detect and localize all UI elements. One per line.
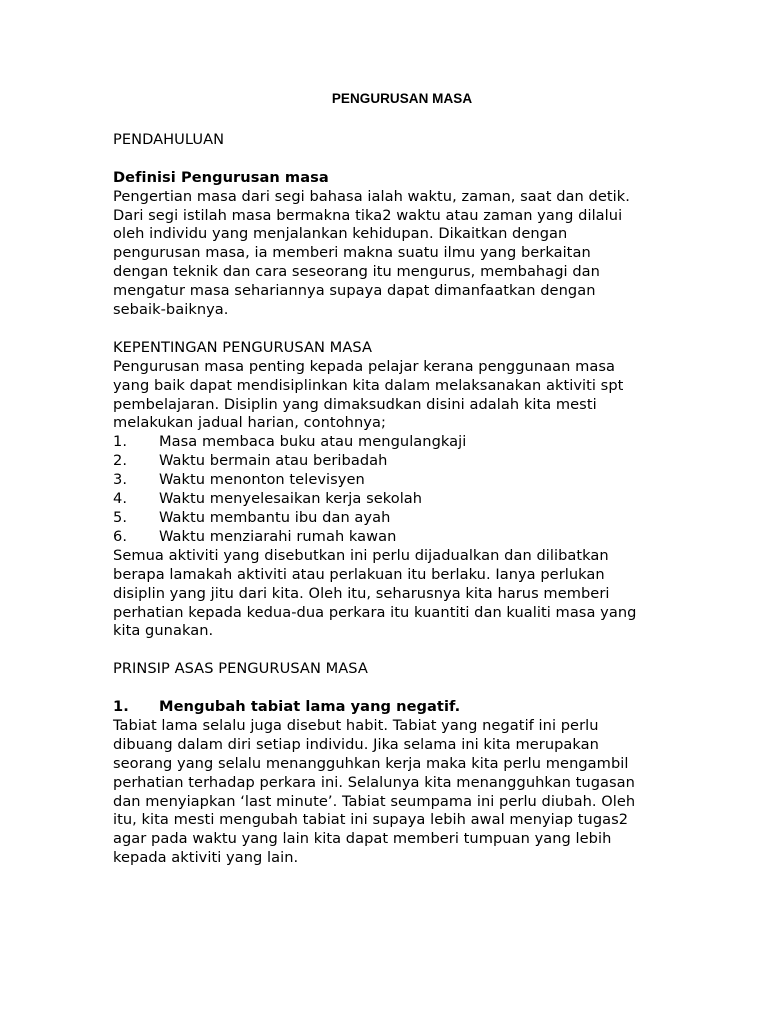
text-line: sebaik-baiknya. xyxy=(113,301,229,319)
list-text: Waktu membantu ibu dan ayah xyxy=(159,509,391,526)
importance-paragraph xyxy=(113,358,673,434)
text-line: dengan teknik dan cara seseorang itu mengurus, membahagi dan xyxy=(113,263,600,281)
definition-paragraph xyxy=(113,188,673,320)
text-line: seorang yang selalu menangguhkan kerja maka kita perlu mengambil xyxy=(113,754,629,772)
text-line: berapa lamakah aktiviti atau perlakuan itu berlaku. Ianya perlukan xyxy=(113,565,605,583)
principles-heading: PRINSIP ASAS PENGURUSAN MASA xyxy=(113,660,368,678)
definition-heading: Definisi Pengurusan masa xyxy=(113,168,329,186)
importance-closing-paragraph xyxy=(113,547,673,642)
list-number: 6. xyxy=(113,527,128,545)
activity-list xyxy=(113,433,673,546)
text-line: Pengertian masa dari segi bahasa ialah waktu, zaman, saat dan detik. xyxy=(113,187,630,205)
text-line: pengurusan masa, ia memberi makna suatu ilmu yang berkaitan xyxy=(113,244,591,262)
text-line: perhatian terhadap perkara ini. Selalunya kita menangguhkan tugasan xyxy=(113,773,635,791)
text-line: perhatian kepada kedua-dua perkara itu kuantiti dan kualiti masa yang xyxy=(113,603,637,621)
text-line: yang baik dapat mendisiplinkan kita dalam melaksanakan aktiviti spt xyxy=(113,376,624,394)
text-line: mengatur masa sehariannya supaya dapat dimanfaatkan dengan xyxy=(113,282,596,300)
list-item xyxy=(113,452,673,471)
list-item xyxy=(113,528,673,547)
list-text: Masa membaca buku atau mengulangkaji xyxy=(159,433,467,451)
list-text: Waktu menziarahi rumah kawan xyxy=(159,527,397,545)
text-line: pembelajaran. Disiplin yang dimaksudkan disini adalah kita mesti xyxy=(113,395,597,413)
text-line: oleh individu yang menjalankan kehidupan. Dikaitkan dengan xyxy=(113,225,568,243)
list-item xyxy=(113,433,673,452)
list-text: Waktu bermain atau beribadah xyxy=(159,452,388,470)
text-line: agar pada waktu yang lain kita dapat memberi tumpuan yang lebih xyxy=(113,830,612,848)
text-line: dibuang dalam diri setiap individu. Jika selama ini kita merupakan xyxy=(113,735,599,753)
list-number: 4. xyxy=(113,490,128,508)
intro-heading: PENDAHULUAN xyxy=(113,130,225,148)
text-line: dan menyiapkan ‘last minute’. Tabiat seumpama ini perlu diubah. Oleh xyxy=(113,792,636,810)
text-line: kepada aktiviti yang lain. xyxy=(113,849,299,867)
list-item xyxy=(113,471,673,490)
list-item xyxy=(113,490,673,509)
text-line: disiplin yang jitu dari kita. Oleh itu, seharusnya kita harus memberi xyxy=(113,584,610,602)
principle-title: Mengubah tabiat lama yang negatif. xyxy=(159,698,461,716)
principle-number: 1. xyxy=(113,698,129,716)
list-text: Waktu menyelesaikan kerja sekolah xyxy=(159,490,423,508)
text-line: Pengurusan masa penting kepada pelajar kerana penggunaan masa xyxy=(113,357,616,375)
text-line: melakukan jadual harian, contohnya; xyxy=(113,414,386,432)
document-page xyxy=(113,90,673,868)
principles-paragraph xyxy=(113,717,673,868)
list-text: Waktu menonton televisyen xyxy=(159,471,365,489)
importance-heading: KEPENTINGAN PENGURUSAN MASA xyxy=(113,338,372,356)
principle-subheading xyxy=(113,698,673,717)
text-line: Dari segi istilah masa bermakna tika2 waktu atau zaman yang dilalui xyxy=(113,206,623,224)
list-number: 1. xyxy=(113,433,128,451)
list-number: 3. xyxy=(113,471,128,489)
list-item xyxy=(113,509,673,528)
text-line: kita gunakan. xyxy=(113,622,214,640)
list-number: 2. xyxy=(113,452,128,470)
text-line: Semua aktiviti yang disebutkan ini perlu dijadualkan dan dilibatkan xyxy=(113,546,609,564)
text-line: Tabiat lama selalu juga disebut habit. Tabiat yang negatif ini perlu xyxy=(113,716,599,734)
list-number: 5. xyxy=(113,509,128,526)
text-line: itu, kita mesti mengubah tabiat ini supaya lebih awal menyiap tugas2 xyxy=(113,811,629,829)
document-title: PENGURUSAN MASA xyxy=(331,91,473,106)
